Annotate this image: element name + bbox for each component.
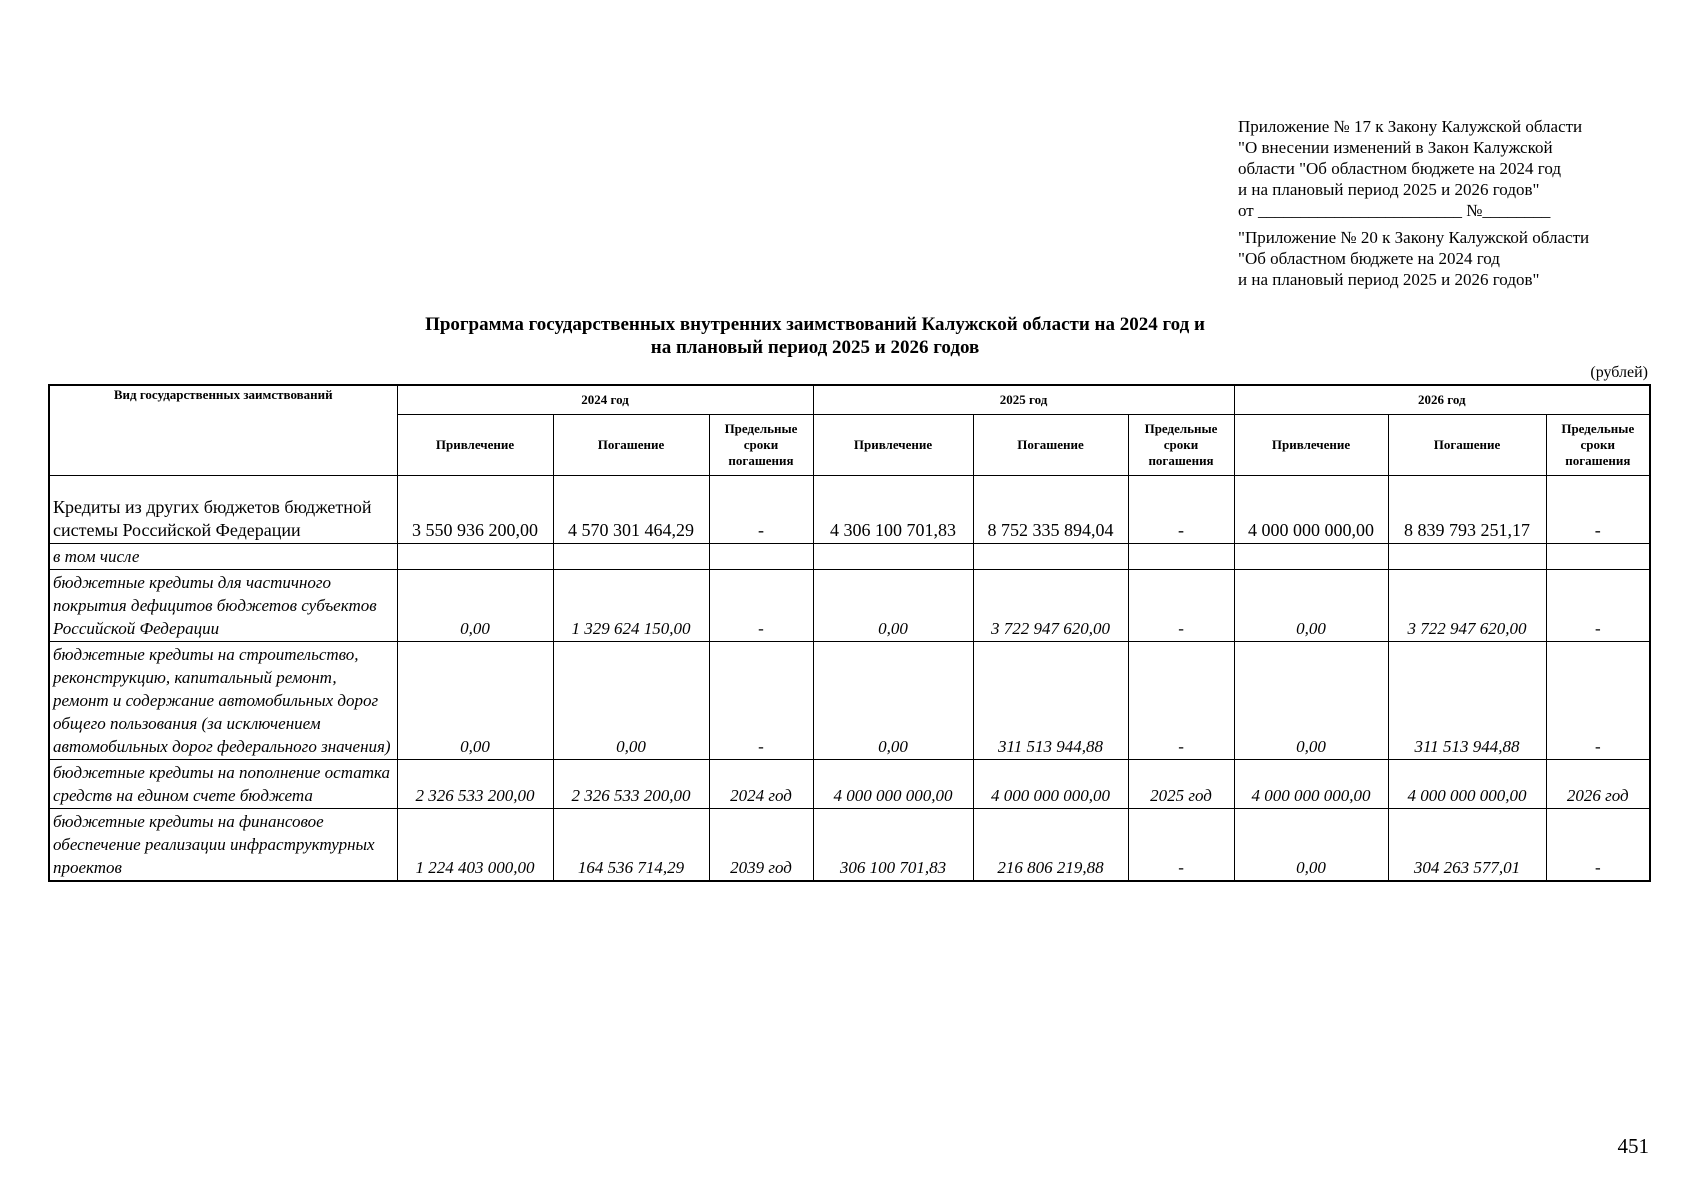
- appendix-line-date: от ________________________ №________: [1238, 201, 1551, 220]
- cell-value: 8 839 793 251,17: [1388, 476, 1546, 544]
- cell-value: -: [709, 476, 813, 544]
- header-borrow: Привлечение: [813, 415, 973, 476]
- cell-value: 311 513 944,88: [973, 642, 1128, 760]
- appendix-line: области "Об областном бюджете на 2024 год: [1238, 159, 1561, 178]
- header-repay: Погашение: [1388, 415, 1546, 476]
- cell-value: 4 570 301 464,29: [553, 476, 709, 544]
- cell-value: 4 000 000 000,00: [1234, 476, 1388, 544]
- page-number: 451: [1617, 1134, 1649, 1158]
- row-label: бюджетные кредиты для частичного покрытия дефицитов бюджетов субъектов Российской Федерации: [49, 570, 397, 642]
- cell-value: 1 224 403 000,00: [397, 809, 553, 882]
- cell-value: -: [1128, 570, 1234, 642]
- cell-value: 0,00: [1234, 642, 1388, 760]
- row-label: бюджетные кредиты на строительство, реконструкцию, капитальный ремонт, ремонт и содержание автомобильных дорог общего пользования (за исключением автомобильных дорог федерального значения): [49, 642, 397, 760]
- cell-value: 4 000 000 000,00: [973, 760, 1128, 809]
- row-label: бюджетные кредиты на пополнение остатка средств на едином счете бюджета: [49, 760, 397, 809]
- cell-value: [1234, 544, 1388, 570]
- units-label: (рублей): [1590, 364, 1648, 381]
- header-repay: Погашение: [973, 415, 1128, 476]
- document-title: [300, 313, 1330, 359]
- cell-value: 4 306 100 701,83: [813, 476, 973, 544]
- appendix-line: "Приложение № 20 к Закону Калужской области: [1238, 228, 1590, 247]
- cell-value: [397, 544, 553, 570]
- header-year-2024: 2024 год: [397, 385, 813, 415]
- cell-value: 4 000 000 000,00: [1234, 760, 1388, 809]
- cell-value: 2 326 533 200,00: [397, 760, 553, 809]
- cell-value: 0,00: [397, 570, 553, 642]
- cell-value: [973, 544, 1128, 570]
- cell-value: [553, 544, 709, 570]
- header-term: Предельные сроки погашения: [1128, 415, 1234, 476]
- cell-value: [1546, 544, 1650, 570]
- cell-value: 0,00: [397, 642, 553, 760]
- cell-value: 2 326 533 200,00: [553, 760, 709, 809]
- cell-value: -: [1546, 642, 1650, 760]
- appendix-line: и на плановый период 2025 и 2026 годов": [1238, 270, 1540, 289]
- cell-value: -: [1128, 476, 1234, 544]
- header-repay: Погашение: [553, 415, 709, 476]
- cell-value: 0,00: [813, 570, 973, 642]
- cell-value: 0,00: [813, 642, 973, 760]
- cell-value: 2025 год: [1128, 760, 1234, 809]
- cell-value: 164 536 714,29: [553, 809, 709, 882]
- appendix-note: [1238, 116, 1678, 290]
- header-term: Предельные сроки погашения: [709, 415, 813, 476]
- cell-value: 3 550 936 200,00: [397, 476, 553, 544]
- cell-value: -: [1546, 570, 1650, 642]
- cell-value: -: [1128, 809, 1234, 882]
- table-row: [49, 476, 1650, 544]
- row-label: в том числе: [49, 544, 397, 570]
- cell-value: 3 722 947 620,00: [1388, 570, 1546, 642]
- cell-value: 4 000 000 000,00: [1388, 760, 1546, 809]
- title-line-1: Программа государственных внутренних заимствований Калужской области на 2024 год и: [425, 314, 1205, 335]
- table-row: [49, 570, 1650, 642]
- header-year-2026: 2026 год: [1234, 385, 1650, 415]
- header-borrow: Привлечение: [397, 415, 553, 476]
- cell-value: 304 263 577,01: [1388, 809, 1546, 882]
- cell-value: -: [1128, 642, 1234, 760]
- table-row: [49, 642, 1650, 760]
- appendix-line: "О внесении изменений в Закон Калужской: [1238, 138, 1553, 157]
- cell-value: [709, 544, 813, 570]
- cell-value: 2024 год: [709, 760, 813, 809]
- table-row: [49, 544, 1650, 570]
- cell-value: 306 100 701,83: [813, 809, 973, 882]
- cell-value: 2039 год: [709, 809, 813, 882]
- table-row: [49, 809, 1650, 882]
- appendix-line: и на плановый период 2025 и 2026 годов": [1238, 180, 1540, 199]
- cell-value: -: [709, 570, 813, 642]
- cell-value: 0,00: [1234, 809, 1388, 882]
- cell-value: [1388, 544, 1546, 570]
- cell-value: 8 752 335 894,04: [973, 476, 1128, 544]
- appendix-line: Приложение № 17 к Закону Калужской области: [1238, 117, 1583, 136]
- cell-value: -: [709, 642, 813, 760]
- borrowing-table: [48, 384, 1651, 882]
- cell-value: -: [1546, 809, 1650, 882]
- cell-value: 216 806 219,88: [973, 809, 1128, 882]
- header-term: Предельные сроки погашения: [1546, 415, 1650, 476]
- cell-value: 2026 год: [1546, 760, 1650, 809]
- header-year-2025: 2025 год: [813, 385, 1234, 415]
- cell-value: 0,00: [553, 642, 709, 760]
- title-line-2: на плановый период 2025 и 2026 годов: [650, 337, 980, 358]
- header-borrow: Привлечение: [1234, 415, 1388, 476]
- cell-value: 311 513 944,88: [1388, 642, 1546, 760]
- header-kind: Вид государственных заимствований: [49, 385, 397, 476]
- cell-value: 3 722 947 620,00: [973, 570, 1128, 642]
- table-row: [49, 760, 1650, 809]
- row-label: бюджетные кредиты на финансовое обеспечение реализации инфраструктурных проектов: [49, 809, 397, 882]
- row-label: Кредиты из других бюджетов бюджетной системы Российской Федерации: [49, 476, 397, 544]
- cell-value: -: [1546, 476, 1650, 544]
- cell-value: 1 329 624 150,00: [553, 570, 709, 642]
- cell-value: 4 000 000 000,00: [813, 760, 973, 809]
- cell-value: [813, 544, 973, 570]
- cell-value: 0,00: [1234, 570, 1388, 642]
- appendix-line: "Об областном бюджете на 2024 год: [1238, 249, 1500, 268]
- cell-value: [1128, 544, 1234, 570]
